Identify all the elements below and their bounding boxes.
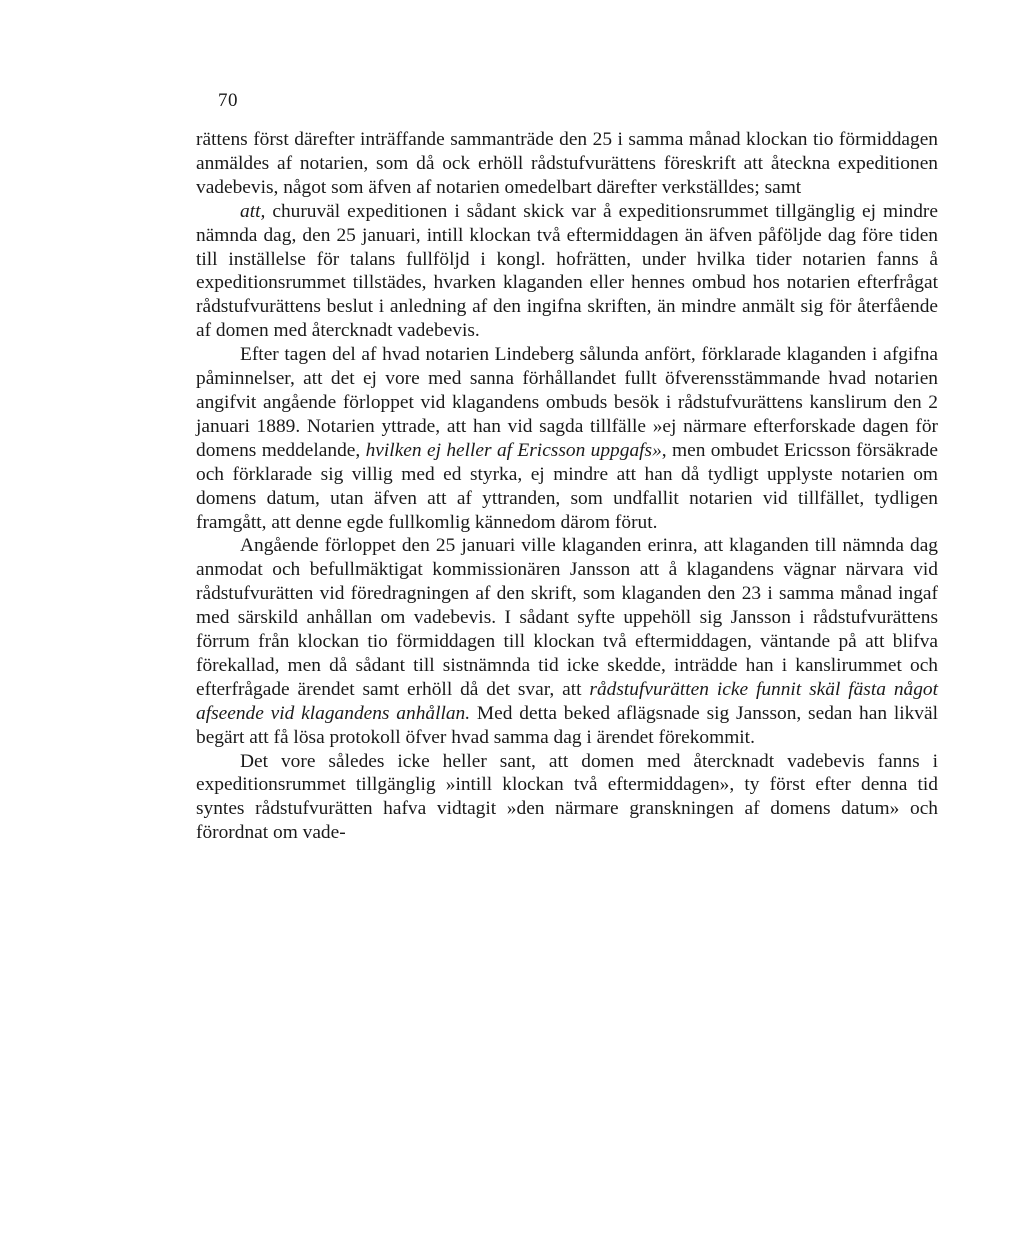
paragraph-5: Det vore således icke heller sant, att domen med återcknadt vadebevis fanns i expeditionsrummet tillgänglig »intill klockan två eftermiddagen», ty först efter denna tid syntes rådstufvurätten hafva vidtagit »den närmare granskningen af domens datum» och förordnat om vade- <box>196 750 938 844</box>
paragraph-1: rättens först därefter inträffande sammanträde den 25 i samma månad klockan tio förmiddagen anmäldes af notarien, som då ock erhöll rådstufvurättens föreskrift att åteckna expeditionen vadebevis, något som äfven af notarien omedelbart därefter verkställdes; samt <box>196 129 938 198</box>
paragraph-2-text: churuväl expeditionen i sådant skick var å expeditionsrummet tillgänglig ej mindre nämnda dag, den 25 januari, intill klockan två eftermiddagen än äfven påföljde dag före tiden till inställelse för talans fullföljd i kongl. hofrätten, under hvilka tider notarien fanns å expeditionsrummet tillstädes, hvarken klaganden eller hennes ombud hos notarien efterfrågat rådstufvurättens beslut i anledning af den ingifna skriften, än mindre anmält sig för återfående af domen med återcknadt vadebevis. <box>196 200 938 342</box>
paragraph-4-text-a: Angående förloppet den 25 januari ville klaganden erinra, att klaganden till nämnda dag anmodat och befullmäktigat kommissionären Jansson att å klagandens vägnar närvara vid rådstufvurätten vid föredragningen af den skrift, som klaganden den 23 i samma månad ingaf med särskild anhållan om vadebevis. I sådant syfte uppehöll sig Jansson i rådstufvurättens förrum från klockan tio förmiddagen till klockan två eftermiddagen, väntande på att blifva förekallad, men då sådant till sistnämnda tid icke skedde, inträdde han i kanslirummet och efterfrågade ärendet samt erhöll då det svar, att <box>196 535 938 700</box>
paragraph-3 <box>196 343 938 534</box>
paragraph-2-italic: att, <box>240 200 266 222</box>
paragraph-4 <box>196 534 938 749</box>
page-number: 70 <box>218 90 238 111</box>
paragraph-3-text-b: , men ombudet Ericsson försäkrade och förklarade sig villig med ed styrka, ej mindre att han då tydligt upplyste notarien om domens datum, utan äfven att af yttranden, som undfallit notarien vid tillfället, tydligen framgått, att denne egde fullkomlig kännedom därom förut. <box>196 439 938 533</box>
body-text <box>196 128 938 845</box>
paragraph-4-text-b: Med detta beked aflägsnade sig Jansson, sedan han likväl begärt att få lösa protokoll öfver hvad samma dag i ärendet förekommit. <box>196 702 938 748</box>
paragraph-4-italic: rådstufvurätten icke funnit skäl fästa något afseende vid klagandens anhållan. <box>196 678 938 724</box>
paragraph-3-italic: hvilken ej heller af Ericsson uppgafs» <box>360 439 662 461</box>
paragraph-2 <box>196 200 938 343</box>
paragraph-3-text-a: Efter tagen del af hvad notarien Lindeberg sålunda anfört, förklarade klaganden i afgifna påminnelser, att det ej vore med sanna förhållandet fullt öfverensstämmande hvad notarien angifvit angående förloppet vid klagandens ombuds besök i rådstufvurättens kanslirum den 2 januari 1889. Notarien yttrade, att han vid sagda tillfälle »ej närmare efterforskade dagen för domens meddelande, <box>196 344 938 461</box>
